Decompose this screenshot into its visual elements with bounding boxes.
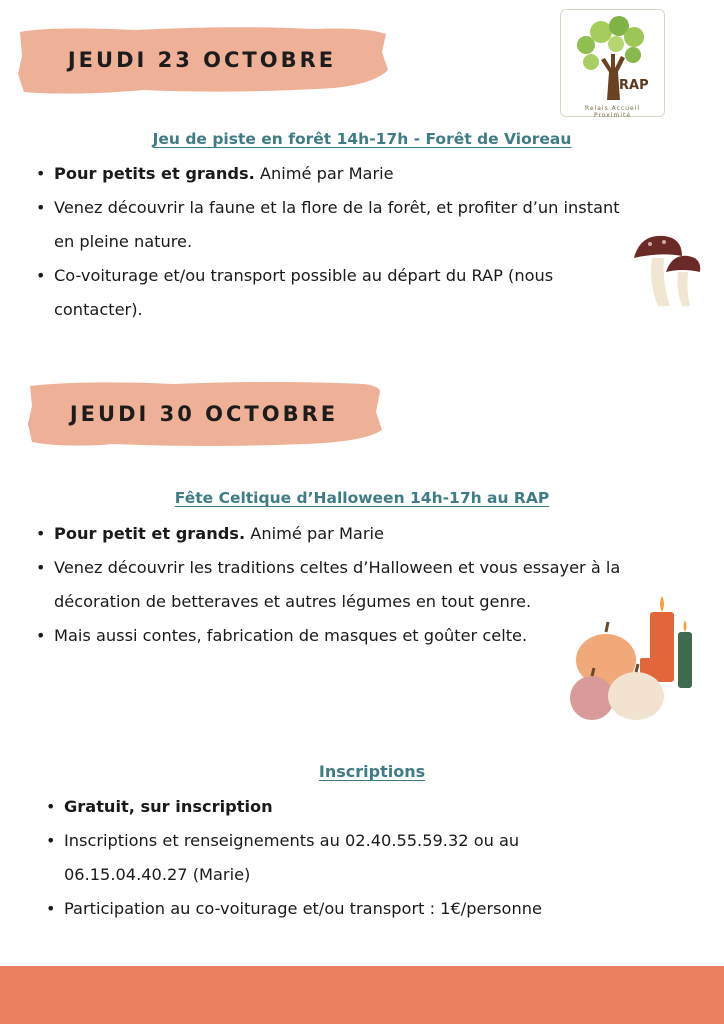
banner-jeudi-30 bbox=[24, 378, 384, 450]
list-item: • Pour petit et grands. Animé par Marie bbox=[28, 517, 708, 551]
activity-title: Jeu de piste en forêt 14h-17h - Forêt de Vioreau bbox=[152, 130, 572, 148]
activity-details-list bbox=[28, 157, 708, 327]
pumpkins-candles-icon bbox=[566, 592, 700, 724]
inscriptions-title: Inscriptions bbox=[318, 762, 426, 781]
logo-text: RAP bbox=[619, 78, 649, 93]
banner-title: JEUDI 23 OCTOBRE bbox=[67, 48, 337, 72]
list-item: • Co-voiturage et/ou transport possible au départ du RAP (nous contacter). bbox=[28, 259, 708, 327]
list-item: • Mais aussi contes, fabrication de masques et goûter celte. bbox=[28, 619, 708, 653]
banner-jeudi-23 bbox=[14, 22, 390, 98]
footer-bar bbox=[0, 966, 724, 1024]
rap-logo bbox=[560, 9, 665, 117]
list-item: • Pour petits et grands. Animé par Marie bbox=[28, 157, 708, 191]
mushroom-icon bbox=[630, 230, 706, 310]
banner-title: JEUDI 30 OCTOBRE bbox=[69, 402, 339, 426]
list-item: • Inscriptions et renseignements au 02.40.55.59.32 ou au 06.15.04.40.27 (Marie) bbox=[38, 824, 708, 892]
logo-subtitle: Relais Accueil Proximité bbox=[584, 105, 641, 119]
list-item: • Venez découvrir les traditions celtes d’Halloween et vous essayer à la décoration de betteraves et autres légumes en tout genre. bbox=[28, 551, 708, 619]
list-item: • Participation au co-voiturage et/ou transport : 1€/personne bbox=[38, 892, 708, 926]
inscriptions-list bbox=[38, 790, 708, 926]
list-item: • Gratuit, sur inscription bbox=[38, 790, 708, 824]
list-item: • Venez découvrir la faune et la flore de la forêt, et profiter d’un instant en pleine nature. bbox=[28, 191, 708, 259]
activity-title: Fête Celtique d’Halloween 14h-17h au RAP bbox=[174, 489, 550, 507]
